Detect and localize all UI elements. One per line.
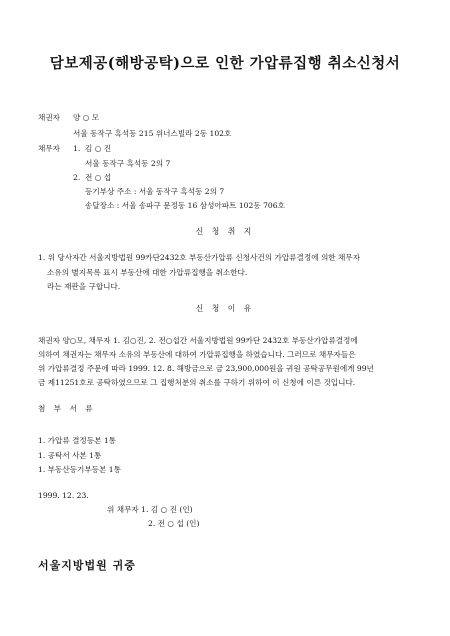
debtor-2-service-address: 송달장소 : 서울 송파구 문정동 16 삼성아파트 102동 706호	[85, 201, 285, 210]
attachments-heading: 첨 부 서 류	[38, 404, 96, 413]
debtor-2-registered-address: 등기부상 주소 : 서울 동작구 흑석동 2의 7	[85, 187, 225, 196]
reason-line-2: 의하여 채권자는 채무자 소유의 부동산에 대하여 가압류집행을 하였습니다. 그러므로 채무자들은	[38, 350, 356, 359]
court-addressee: 서울지방법원 귀중	[38, 559, 136, 572]
purpose-line-1: 1. 위 당사자간 서울지방법원 99카단2432호 부동산가압류 신청사건의 가압류결정에 의한 채무자	[38, 253, 361, 262]
debtor-2-number: 2.	[73, 173, 81, 182]
document-title: 담보제공(해방공탁)으로 인한 가압류집행 취소신청서	[49, 55, 401, 72]
attachment-item: 1. 부동산등기부등본 1통	[38, 465, 121, 474]
debtor-1-address: 서울 동작구 흑석동 2의 7	[85, 159, 171, 168]
attachment-item: 1. 공탁서 사본 1통	[38, 451, 102, 460]
creditor-label: 채권자	[38, 113, 61, 122]
signature-line-1: 위 채무자 1. 김 ○ 진 (인)	[107, 505, 193, 514]
reason-line-3: 위 가압류결정 주문에 따라 1999. 12. 8. 해방금으로 금 23,900,000원을 귀원 공탁공무원에게 99년	[38, 364, 374, 373]
attachment-item: 1. 가압류 결정등본 1통	[38, 436, 117, 445]
creditor-address: 서울 동작구 흑석동 215 위너스빌라 2동 102호	[73, 129, 232, 138]
creditor-name: 양 ○ 모	[73, 113, 100, 122]
purpose-line-2: 소유의 별지목록 표시 부동산에 대한 가압류집행을 취소한다.	[47, 268, 248, 277]
filing-date: 1999. 12. 23.	[38, 491, 89, 500]
signature-line-2: 2. 전 ○ 섭 (인)	[148, 519, 200, 528]
purpose-line-3: 라는 재판을 구합니다.	[47, 282, 121, 291]
reason-line-1: 채권자 양○모, 채무자 1. 김○진, 2. 전○섭간 서울지방법원 99카단 2432호 부동산가압류결정에	[38, 336, 358, 345]
debtor-2-name: 전 ○ 섭	[85, 173, 112, 182]
reason-line-4: 금 제11251호로 공탁하였으므로 그 집행처분의 취소를 구하기 위하여 이 신청에 이른 것입니다.	[38, 378, 356, 387]
debtor-label: 채무자	[38, 144, 61, 153]
reason-heading: 신 청 이 유	[195, 304, 255, 313]
debtor-1-number: 1.	[73, 144, 81, 153]
purpose-heading: 신 청 취 지	[195, 227, 255, 236]
debtor-1-name: 김 ○ 진	[85, 144, 112, 153]
